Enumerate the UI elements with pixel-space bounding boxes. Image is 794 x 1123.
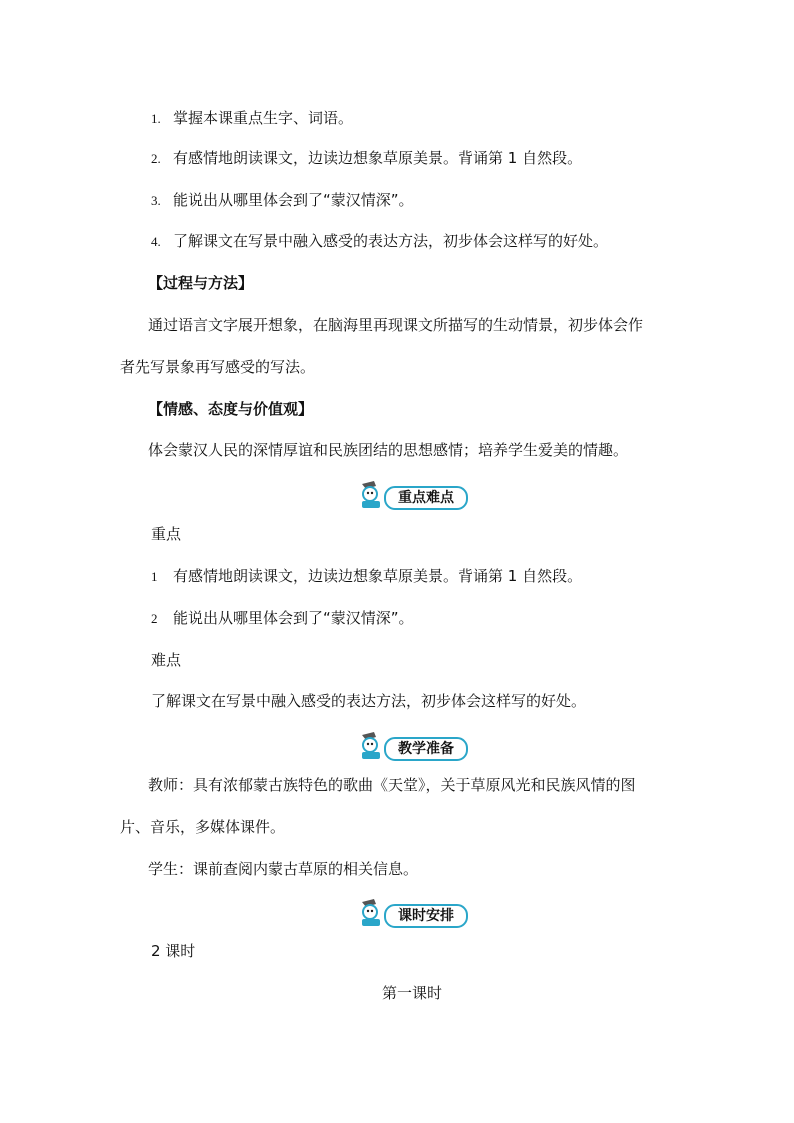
section-badge-key-points — [356, 480, 466, 510]
key-item-text: 能说出从哪里体会到了“蒙汉情深”。 — [173, 609, 414, 627]
emotion-text: 体会蒙汉人民的深情厚谊和民族团结的思想感情；培养学生爱美的情趣。 — [148, 441, 629, 459]
lesson-title: 第一课时 — [382, 984, 443, 1002]
process-heading: 【过程与方法】 — [148, 274, 254, 292]
objective-number: 1. — [151, 111, 161, 126]
objective-text: 能说出从哪里体会到了“蒙汉情深”。 — [173, 191, 414, 209]
difficult-label: 难点 — [151, 651, 182, 669]
emotion-heading: 【情感、态度与价值观】 — [148, 400, 314, 418]
key-item-number: 2 — [151, 611, 158, 626]
key-label: 重点 — [151, 525, 182, 543]
objective-4 — [151, 231, 608, 252]
prep-teacher-line-2: 片、音乐，多媒体课件。 — [120, 818, 286, 836]
section-badge-schedule — [356, 898, 466, 928]
objective-3 — [151, 190, 414, 211]
objective-1 — [151, 108, 353, 129]
objective-text: 有感情地朗读课文，边读边想象草原美景。背诵第 1 自然段。 — [173, 149, 583, 167]
process-text-line-1: 通过语言文字展开想象，在脑海里再现课文所描写的生动情景，初步体会作 — [148, 316, 644, 334]
objective-2 — [151, 148, 582, 169]
process-text-line-2: 者先写景象再写感受的写法。 — [120, 358, 316, 376]
schedule-hours: 2 课时 — [151, 942, 196, 960]
key-item-1 — [151, 566, 582, 587]
key-item-2 — [151, 608, 414, 629]
badge-label: 课时安排 — [384, 904, 468, 928]
objective-number: 4. — [151, 234, 161, 249]
prep-student: 学生：课前查阅内蒙古草原的相关信息。 — [148, 860, 419, 878]
objective-number: 2. — [151, 151, 161, 166]
key-item-number: 1 — [151, 569, 158, 584]
section-badge-preparation — [356, 731, 466, 761]
badge-label: 教学准备 — [384, 737, 468, 761]
difficult-text: 了解课文在写景中融入感受的表达方法，初步体会这样写的好处。 — [151, 692, 587, 710]
badge-label: 重点难点 — [384, 486, 468, 510]
objective-number: 3. — [151, 193, 161, 208]
objective-text: 了解课文在写景中融入感受的表达方法，初步体会这样写的好处。 — [173, 232, 609, 250]
objective-text: 掌握本课重点生字、词语。 — [173, 109, 354, 127]
key-item-text: 有感情地朗读课文，边读边想象草原美景。背诵第 1 自然段。 — [173, 567, 583, 585]
prep-teacher-line-1: 教师：具有浓郁蒙古族特色的歌曲《天堂》，关于草原风光和民族风情的图 — [148, 776, 636, 794]
